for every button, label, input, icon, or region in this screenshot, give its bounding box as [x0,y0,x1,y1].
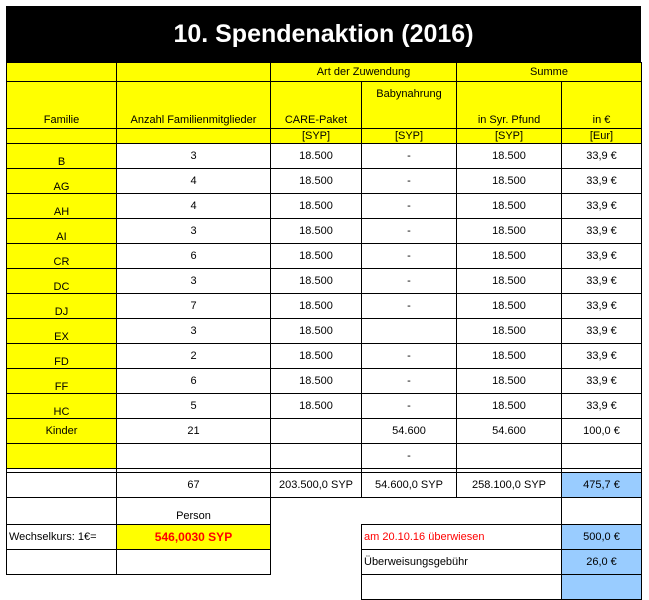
header-in-euro[interactable]: in € [562,82,642,129]
unit-cell-empty[interactable] [7,129,117,144]
anzahl-cell[interactable]: 6 [117,244,271,269]
dash-row [7,444,642,469]
eur-cell[interactable]: 33,9 € [562,319,642,344]
care-cell[interactable]: 18.500 [271,244,362,269]
baby-cell[interactable]: - [362,169,457,194]
syp-cell[interactable]: 18.500 [457,269,562,294]
family-cell[interactable]: AI [7,219,117,244]
care-cell[interactable]: 18.500 [271,369,362,394]
table-row [7,144,642,169]
family-cell[interactable]: EX [7,319,117,344]
eur-cell[interactable]: 33,9 € [562,169,642,194]
sheet-title: 10. Spendenaktion (2016) [6,6,641,62]
baby-cell[interactable]: - [362,294,457,319]
baby-cell[interactable]: 54.600 [362,419,457,444]
anzahl-cell[interactable]: 3 [117,319,271,344]
care-cell[interactable]: 18.500 [271,219,362,244]
syp-cell[interactable] [457,444,562,469]
unit-cell-empty[interactable] [117,129,271,144]
table-row [7,294,642,319]
unit-eur[interactable]: [Eur] [562,129,642,144]
last-label-cell[interactable] [362,575,562,600]
care-cell[interactable]: 18.500 [271,294,362,319]
spreadsheet [6,6,641,600]
anzahl-cell[interactable] [117,444,271,469]
baby-cell[interactable]: - [362,369,457,394]
anzahl-cell[interactable]: 3 [117,144,271,169]
table-row [7,319,642,344]
baby-cell[interactable]: - [362,144,457,169]
eur-cell[interactable]: 33,9 € [562,294,642,319]
header-babynahrung[interactable]: Babynahrung [362,82,457,129]
eur-cell[interactable]: 33,9 € [562,244,642,269]
care-cell[interactable]: 18.500 [271,394,362,419]
baby-cell[interactable]: - [362,344,457,369]
unit-row [7,129,642,144]
table-row [7,219,642,244]
family-cell[interactable] [7,444,117,469]
syp-cell[interactable]: 18.500 [457,319,562,344]
care-cell[interactable]: 18.500 [271,169,362,194]
care-cell[interactable]: 18.500 [271,194,362,219]
syp-cell[interactable]: 18.500 [457,194,562,219]
wechselkurs-row [7,525,642,550]
care-cell[interactable]: 18.500 [271,144,362,169]
total-eur[interactable]: 475,7 € [562,473,642,498]
eur-cell[interactable]: 33,9 € [562,394,642,419]
care-cell[interactable]: 18.500 [271,269,362,294]
care-cell[interactable] [271,419,362,444]
family-cell[interactable]: HC [7,394,117,419]
header-anzahl-familienmitglieder[interactable]: Anzahl Familienmitglieder [117,82,271,129]
anzahl-cell[interactable]: 6 [117,369,271,394]
total-care[interactable]: 203.500,0 SYP [271,473,362,498]
table-row [7,394,642,419]
header-in-syr-pfund[interactable]: in Syr. Pfund [457,82,562,129]
family-cell[interactable]: Kinder [7,419,117,444]
anzahl-cell[interactable]: 2 [117,344,271,369]
family-cell[interactable]: B [7,144,117,169]
family-cell[interactable]: AH [7,194,117,219]
header-art-der-zuwendung[interactable]: Art der Zuwendung [271,63,457,82]
family-cell[interactable]: AG [7,169,117,194]
anzahl-cell[interactable]: 4 [117,194,271,219]
header-cell-empty[interactable] [117,63,271,82]
header-row [7,82,642,129]
person-row [7,498,642,525]
eur-cell[interactable]: 100,0 € [562,419,642,444]
baby-cell[interactable]: - [362,444,457,469]
totals-label-cell[interactable] [7,473,117,498]
total-syp[interactable]: 258.100,0 SYP [457,473,562,498]
eur-cell[interactable]: 33,9 € [562,194,642,219]
header-cell-empty[interactable] [7,63,117,82]
baby-cell[interactable]: - [362,194,457,219]
header-familie[interactable]: Familie [7,82,117,129]
kinder-row [7,419,642,444]
unit-baby[interactable]: [SYP] [362,129,457,144]
syp-cell[interactable]: 18.500 [457,294,562,319]
table-row [7,369,642,394]
family-cell[interactable]: CR [7,244,117,269]
table-row [7,269,642,294]
donation-table [6,62,642,600]
gebuehr-value[interactable]: 26,0 € [562,550,642,575]
family-cell[interactable]: DC [7,269,117,294]
last-row [7,575,642,600]
total-anzahl[interactable]: 67 [117,473,271,498]
syp-cell[interactable]: 18.500 [457,219,562,244]
care-cell[interactable] [271,444,362,469]
eur-cell[interactable] [562,444,642,469]
anzahl-cell[interactable]: 4 [117,169,271,194]
baby-cell[interactable]: - [362,394,457,419]
anzahl-cell[interactable]: 7 [117,294,271,319]
header-group-row [7,63,642,82]
table-row [7,244,642,269]
syp-cell[interactable]: 18.500 [457,394,562,419]
person-right-cell[interactable] [562,498,642,525]
ueberwiesen-label[interactable]: am 20.10.16 überwiesen [362,525,562,550]
eur-cell[interactable]: 33,9 € [562,144,642,169]
header-summe[interactable]: Summe [457,63,642,82]
family-cell[interactable]: FD [7,344,117,369]
syp-cell[interactable]: 18.500 [457,144,562,169]
syp-cell[interactable]: 18.500 [457,344,562,369]
care-cell[interactable]: 18.500 [271,319,362,344]
anzahl-cell[interactable]: 21 [117,419,271,444]
unit-syp[interactable]: [SYP] [457,129,562,144]
total-baby[interactable]: 54.600,0 SYP [362,473,457,498]
baby-cell[interactable]: - [362,219,457,244]
syp-cell[interactable]: 18.500 [457,369,562,394]
gebuehr-row [7,550,642,575]
syp-cell[interactable]: 18.500 [457,169,562,194]
syp-cell[interactable]: 18.500 [457,244,562,269]
totals-row [7,473,642,498]
table-row [7,194,642,219]
unit-care[interactable]: [SYP] [271,129,362,144]
anzahl-cell[interactable]: 5 [117,394,271,419]
baby-cell[interactable] [362,319,457,344]
last-value-cell[interactable] [562,575,642,600]
anzahl-cell[interactable]: 3 [117,219,271,244]
syp-cell[interactable]: 54.600 [457,419,562,444]
anzahl-cell[interactable]: 3 [117,269,271,294]
eur-cell[interactable]: 33,9 € [562,344,642,369]
gebuehr-label[interactable]: Überweisungsgebühr [362,550,562,575]
wechselkurs-value[interactable]: 546,0030 SYP [117,525,271,550]
family-cell[interactable]: DJ [7,294,117,319]
wechselkurs-label[interactable]: Wechselkurs: 1€= [7,525,117,550]
gebuehr-left-cell[interactable] [7,550,117,575]
eur-cell[interactable]: 33,9 € [562,369,642,394]
family-cell[interactable]: FF [7,369,117,394]
care-cell[interactable]: 18.500 [271,344,362,369]
table-row [7,344,642,369]
baby-cell[interactable]: - [362,269,457,294]
header-care-paket[interactable]: CARE-Paket [271,82,362,129]
ueberwiesen-value[interactable]: 500,0 € [562,525,642,550]
gebuehr-mid-cell[interactable] [117,550,271,575]
baby-cell[interactable]: - [362,244,457,269]
eur-cell[interactable]: 33,9 € [562,269,642,294]
eur-cell[interactable]: 33,9 € [562,219,642,244]
table-row [7,169,642,194]
person-label[interactable]: Person [117,498,271,525]
person-left-cell[interactable] [7,498,117,525]
